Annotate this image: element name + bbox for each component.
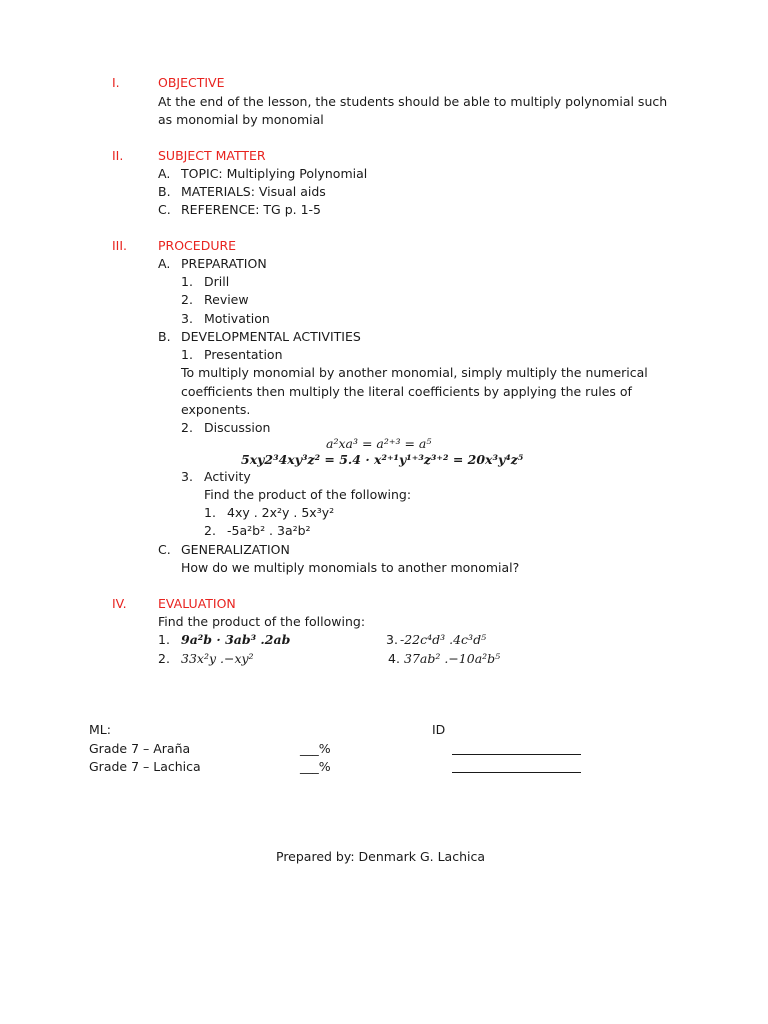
evaluation-item-3: -22c⁴d³ .4c³d⁵ (400, 632, 487, 647)
subject-matter-heading: SUBJECT MATTER (158, 148, 266, 163)
discussion-equation-2: 5xy2³4xy³z² = 5.4 · x²⁺¹y¹⁺³z³⁺² = 20x³y⁴z⁵ (241, 452, 524, 467)
activity-instruction: Find the product of the following: (204, 487, 412, 502)
objective-text-line2: as monomial by monomial (158, 112, 324, 127)
procedure-number: III. (112, 238, 128, 253)
generalization-question: How do we multiply monomials to another monomial? (181, 560, 520, 575)
activity-item-number: 2. (204, 523, 216, 538)
subject-item-reference: REFERENCE: TG p. 1-5 (181, 202, 322, 217)
activity-title: Activity (204, 469, 251, 484)
evaluation-item-number: 4. (388, 651, 400, 666)
prep-item-number: 2. (181, 292, 193, 307)
prep-item-review: Review (204, 292, 249, 307)
developmental-title: DEVELOPMENTAL ACTIVITIES (181, 329, 361, 344)
subject-matter-number: II. (112, 148, 124, 163)
subject-item-materials: MATERIALS: Visual aids (181, 184, 326, 199)
presentation-title: Presentation (204, 347, 283, 362)
activity-item-1: 4xy . 2x²y . 5x³y² (227, 505, 335, 520)
subject-item-letter: C. (158, 202, 171, 217)
generalization-letter: C. (158, 542, 171, 557)
prep-item-number: 3. (181, 311, 193, 326)
grade-row-percent: ___% (300, 741, 331, 756)
discussion-equation-1: a²xa³ = a²⁺³ = a⁵ (326, 436, 432, 451)
id-blank-line (452, 758, 581, 773)
evaluation-item-1: 9a²b · 3ab³ .2ab (181, 632, 291, 647)
grade-row-percent: ___% (300, 759, 331, 774)
prep-item-number: 1. (181, 274, 193, 289)
id-blank-line (452, 740, 581, 755)
discussion-number: 2. (181, 420, 193, 435)
objective-number: I. (112, 75, 120, 90)
prep-item-motivation: Motivation (204, 311, 270, 326)
presentation-text-line3: exponents. (181, 402, 251, 417)
ml-label: ML: (89, 722, 111, 737)
activity-item-number: 1. (204, 505, 216, 520)
activity-item-2: -5a²b² . 3a²b² (227, 523, 311, 538)
presentation-text-line1: To multiply monomial by another monomial, simply multiply the numerical (181, 365, 648, 380)
evaluation-item-number: 1. (158, 632, 170, 647)
prep-item-drill: Drill (204, 274, 230, 289)
activity-number: 3. (181, 469, 193, 484)
discussion-title: Discussion (204, 420, 271, 435)
developmental-letter: B. (158, 329, 171, 344)
evaluation-instruction: Find the product of the following: (158, 614, 366, 629)
evaluation-heading: EVALUATION (158, 596, 236, 611)
evaluation-item-number: 2. (158, 651, 170, 666)
evaluation-number: IV. (112, 596, 127, 611)
subject-item-topic: TOPIC: Multiplying Polynomial (181, 166, 368, 181)
evaluation-item-number: 3. (386, 632, 398, 647)
subject-item-letter: B. (158, 184, 171, 199)
presentation-text-line2: coefficients then multiply the literal coefficients by applying the rules of (181, 384, 632, 399)
preparation-title: PREPARATION (181, 256, 267, 271)
presentation-number: 1. (181, 347, 193, 362)
evaluation-item-4: 37ab² .−10a²b⁵ (404, 651, 501, 666)
grade-row-label: Grade 7 – Lachica (89, 759, 201, 774)
objective-text-line1: At the end of the lesson, the students should be able to multiply polynomial such (158, 94, 668, 109)
objective-heading: OBJECTIVE (158, 75, 225, 90)
generalization-title: GENERALIZATION (181, 542, 290, 557)
preparation-letter: A. (158, 256, 171, 271)
prepared-by: Prepared by: Denmark G. Lachica (276, 849, 486, 864)
procedure-heading: PROCEDURE (158, 238, 237, 253)
id-label: ID (432, 722, 446, 737)
subject-item-letter: A. (158, 166, 171, 181)
evaluation-item-2: 33x²y .−xy² (181, 651, 254, 666)
grade-row-label: Grade 7 – Araña (89, 741, 191, 756)
